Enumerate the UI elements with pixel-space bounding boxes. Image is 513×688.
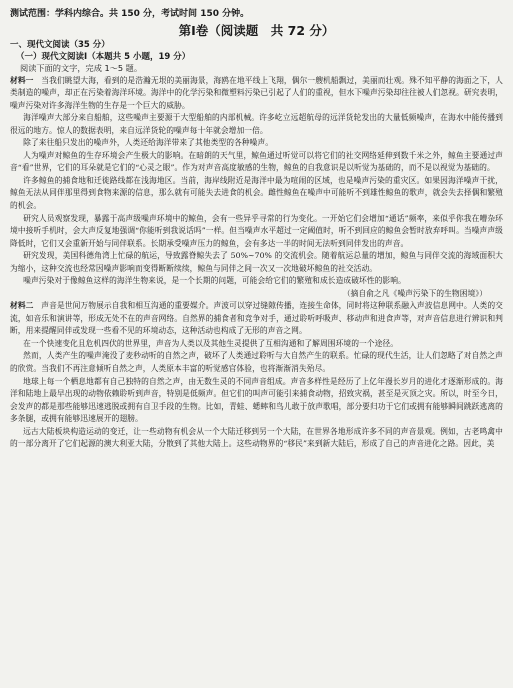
- material-one-paragraph-1: 材料一 当我们眺望大海，看到的是浩瀚无垠的美丽海景，海鸥在地平线上飞翔，偶尔一艘机船飘过，美丽而壮观。殊不知平静的海面之下，人类制造的噪声，却正在污染着海洋环境。海洋中的化学污染和微塑料污染已引起了人们的重视，但水下噪声污染却往往被人们忽视。研究表明，噪声污染对许多海洋生物的生存是一个巨大的威胁。: [10, 75, 503, 110]
- reading-instruction: 阅读下面的文字，完成 1～5 题。: [20, 63, 143, 73]
- material-one-paragraph-4: 人为噪声对鲸鱼的生存环境会产生极大的影响。在暗朗的天气里，鲸鱼通过听觉可以将它们的社交网络延伸到数千米之外，鲸鱼主要通过声音“看”世界，它们的耳朵就是它们的“心灵之眼”。作为对声音高度敏感的生物，鲸鱼的自我意识是以听觉为基础的，而不是以视觉为基础的。: [10, 150, 503, 173]
- material-one: [10, 75, 503, 301]
- material-one-paragraph-6: 研究人员观察发现，暴露于高声级噪声环境中的鲸鱼，会有一些异乎寻常的行为变化。一开始它们会增加“通话”频率，来似乎你我在嘈杂环境中接听手机时，会大声反复地强调“你能听到我说话吗”一样。但当噪声水平超过一定阈值时，听不到回应的鲸鱼会暂时放弃呼叫。当噪声声级降低时，它们又会重新开始与同伴联系。长期承受噪声压力的鲸鱼，会有多达一半的时间无法听到同伴发出的声音。: [10, 213, 503, 248]
- material-one-paragraph-3: 除了来往船只发出的噪声外，人类还给海洋带来了其他类型的各种噪声。: [23, 138, 274, 148]
- volume-title: 第Ⅰ卷（阅读题 共 72 分）: [178, 23, 335, 38]
- material-two-paragraph-3: 然而，人类产生的噪声淹没了麦秒动听的自然之声，破坏了人类通过聆听与大自然产生的联系。忙碌的现代生活，让人们忽略了对自然之声的欣赏。当我们不再注意倾听自然之声，人类原本丰富的听觉感官体验，也将渐渐消失殆尽。: [10, 351, 503, 374]
- section-subheading: （一）现代文阅读Ⅰ（本题共 5 小题，19 分）: [16, 51, 191, 62]
- material-one-paragraph-5: 许多鲸鱼的捕食地和迁徙路线都在浅海地区。当前，海岸线附近是海洋中最为喧闹的区域，也是噪声污染的重灾区。如果因海洋噪声干扰，鲸鱼无法从同伴那里得到食物来源的信息，那么就有可能失去进食的机会。雌性鲸鱼在噪声中可能听不到雄性鲸鱼的歌声，就会失去择偶和繁殖的机会。: [10, 175, 503, 210]
- material-two-label: 材料二: [10, 301, 34, 311]
- material-two-paragraph-2: 在一个快速变化且危机四伏的世界里，声音为人类以及其他生灵提供了互相沟通和了解周围环境的一个途径。: [23, 338, 399, 348]
- material-two-paragraph-1: 材料二 声音是世间万物展示自我和相互沟通的重要媒介。声波可以穿过缝隙传播，连接生命体，同时将这种联系融入声波信息网中。人类的交流，如音乐和演讲等，形成无处不在的声音网络。自然界的捕食者和竞争对手，通过聆听呼吸声、移动声和进食声等，对声音信息进行辨识和判断，用来提醒同伴或发现一些看不见的环境动态，这种活动也构成了无形的声音之网。: [10, 301, 503, 336]
- material-one-paragraph-8: 噪声污染对于像鲸鱼这样的海洋生物来说，是一个长期的问题，可能会给它们的繁殖和成长造成破坏性的影响。: [23, 276, 406, 286]
- material-two-paragraph-4: 地球上每一个栖息地都有自己独特的自然之声，由无数生灵的不同声音组成。声音多样性是经历了上亿年漫长岁月的进化才逐渐形成的。海洋和陆地上最早出现的动物依赖聆听到声音，特别是低频声。但它们的叫声可能引来捕食动物，招致灾祸，甚至是灭顶之灾。所以，时至今日，会发声的都是那些能够迅速逃脱或拥有自卫手段的生物。比如，青蛙、蟋蟀和鸟儿敢于放声歌唱，部分要归功于它们或拥有能够瞬间跳跃逃离的多条腿，或拥有能够迅速展开的翅膀。: [10, 376, 503, 424]
- material-two: [10, 300, 503, 451]
- material-two-paragraph-5: 远古大陆板块构造运动的变迁，让一些动物有机会从一个大陆迁移到另一个大陆，在世界各地形成许多不同的声音景观。例如，古老鸣禽中的一部分离开了它们起源的澳大利亚大陆，分散到了其他大陆上。这些动物界的“移民”来到新大陆后，形成了自己的声音进化之路。因此，美: [10, 426, 503, 449]
- material-one-label: 材料一: [10, 75, 34, 85]
- material-one-paragraph-2: 海洋噪声大部分来自船舶，这些噪声主要源于大型船舶的内部机械。许多屹立远超航母的远洋货轮发出的大量低频噪声，在海水中能传播到很远的地方。惊人的数据表明，来自远洋货轮的噪声每十年就会增加一倍。: [10, 113, 503, 135]
- material-one-paragraph-7: 研究发现，美国科德角湾上忙碌的航运，导致露脊鲸失去了 50%~70% 的交流机会。随着航运总量的增加，鲸鱼与同伴交流的海域面积大为缩小，这种交流也经常因噪声影响而变得断断续续，鲸鱼与同伴之间一次又一次地破坏鲸鱼的社交活动。: [10, 251, 503, 273]
- test-scope-line: 测试范围：学科内综合。共 150 分，考试时间 150 分钟。: [10, 9, 250, 19]
- material-one-source: （摘自俞之凡《噪声污染下的生物困境》）: [342, 288, 487, 298]
- section-heading: 一、现代文阅读（35 分）: [10, 40, 110, 50]
